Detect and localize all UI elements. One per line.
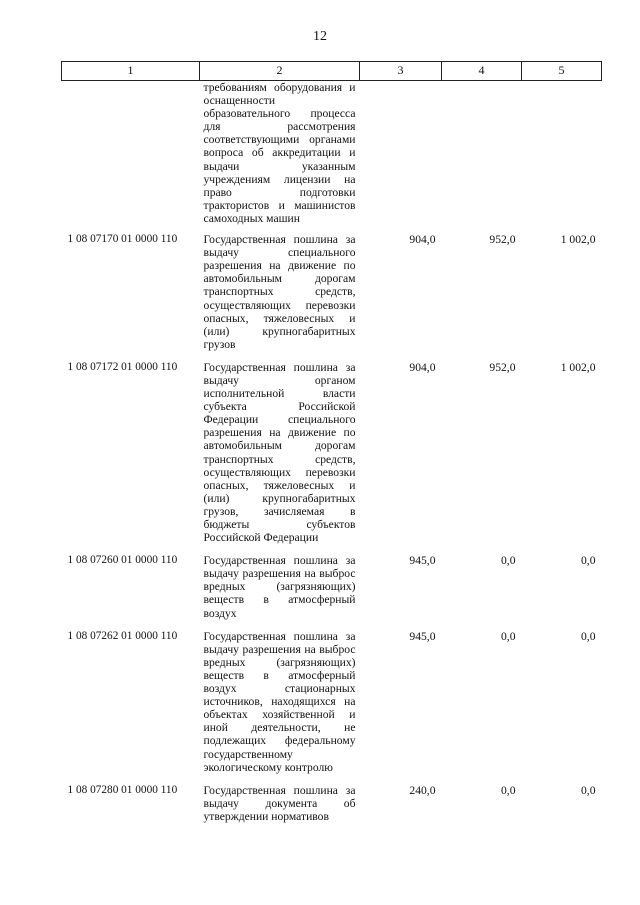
revenue-name: Государственная пошлина за выдачу разрешения на выброс вредных (загрязняющих) веществ в атмосферный воздух стационарных источников, находящихся на объектах хозяйственной и иной деятельности, не подлежащих федеральному государственному экологическому контролю — [203, 629, 356, 774]
value-col-4: 952,0 — [489, 233, 516, 247]
revenue-code: 1 08 07280 01 0000 110 — [67, 783, 178, 796]
revenue-code: 1 08 07170 01 0000 110 — [67, 233, 178, 246]
revenue-code: 1 08 07262 01 0000 110 — [67, 629, 178, 642]
value-col-5: 0,0 — [581, 629, 596, 643]
value-col-5: 1 002,0 — [560, 360, 596, 374]
column-header-2: 2 — [200, 62, 360, 81]
revenue-name: Государственная пошлина за выдачу специального разрешения на движение по автомобильным дорогам транспортных средств, осуществляющих перевозки опасных, тяжеловесных и (или) крупногабаритных грузов — [203, 233, 356, 351]
column-header-4: 4 — [442, 62, 522, 81]
table-row — [62, 554, 602, 629]
value-col-5: 0,0 — [581, 783, 596, 797]
revenue-name: Государственная пошлина за выдачу разрешения на выброс вредных (загрязняющих) веществ в атмосферный воздух — [203, 554, 356, 620]
value-col-3 — [360, 81, 442, 234]
table-row — [62, 630, 602, 784]
column-header-1: 1 — [62, 62, 200, 81]
revenue-code: 1 08 07172 01 0000 110 — [67, 360, 178, 373]
value-col-3: 945,0 — [409, 554, 436, 568]
revenue-name: Государственная пошлина за выдачу органом исполнительной власти субъекта Российской Федерации специального разрешения на движение по автомобильным дорогам транспортных средств, осуществляющих перевозки опасных, тяжеловесных и (или) крупногабаритных грузов, зачисляемая в бюджеты субъектов Российской Федерации — [203, 360, 356, 545]
budget-table — [61, 61, 602, 833]
revenue-code — [62, 81, 200, 234]
value-col-5: 1 002,0 — [560, 233, 596, 247]
value-col-4: 0,0 — [501, 783, 516, 797]
value-col-3: 904,0 — [409, 360, 436, 374]
value-col-5: 0,0 — [581, 554, 596, 568]
value-col-3: 904,0 — [409, 233, 436, 247]
value-col-4 — [442, 81, 522, 234]
table-row — [62, 233, 602, 361]
value-col-4: 952,0 — [489, 360, 516, 374]
page-number: 12 — [313, 29, 327, 44]
table-row — [62, 361, 602, 554]
value-col-5 — [522, 81, 602, 234]
value-col-3: 945,0 — [409, 629, 436, 643]
revenue-name: Государственная пошлина за выдачу документа об утверждении нормативов — [203, 783, 356, 823]
revenue-code: 1 08 07260 01 0000 110 — [67, 554, 178, 567]
table-header-row — [62, 62, 602, 81]
value-col-3: 240,0 — [409, 783, 436, 797]
revenue-name: требованиям оборудования и оснащенности образовательного процесса для рассмотрения соответствующими органами вопроса об аккредитации и выдачи указанным учреждениям лицензии на право подготовки трактористов и машинистов самоходных машин — [203, 81, 356, 225]
table-row — [62, 784, 602, 833]
value-col-4: 0,0 — [501, 554, 516, 568]
column-header-3: 3 — [360, 62, 442, 81]
table-row — [62, 81, 602, 234]
value-col-4: 0,0 — [501, 629, 516, 643]
column-header-5: 5 — [522, 62, 602, 81]
